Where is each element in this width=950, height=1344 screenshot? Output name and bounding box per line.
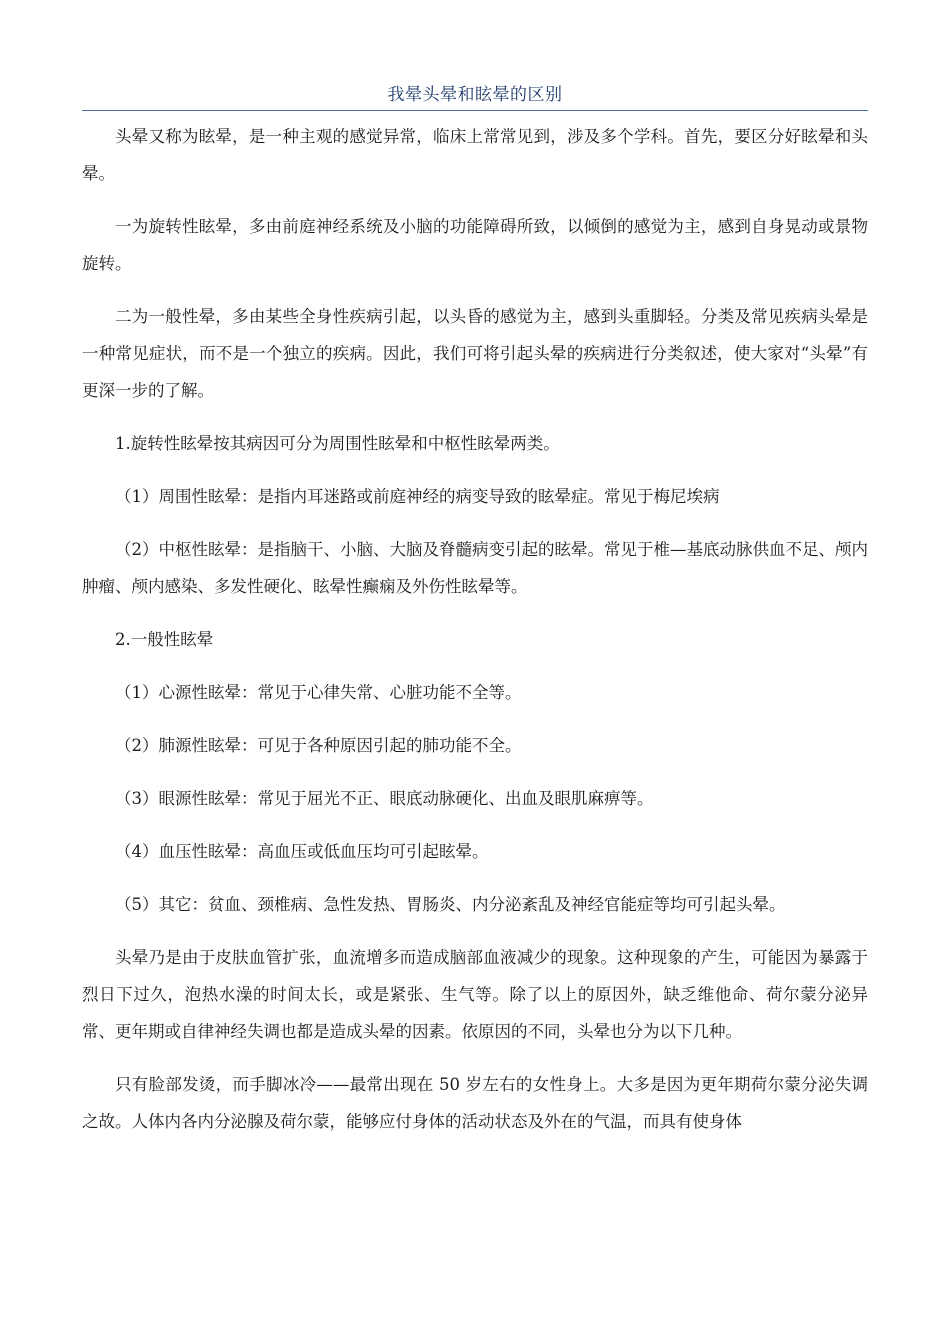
list-item-central: （2）中枢性眩晕：是指脑干、小脑、大脑及脊髓病变引起的眩晕。常见于椎—基底动脉供血不足、颅内肿瘤、颅内感染、多发性硬化、眩晕性癫痫及外伤性眩晕等。	[82, 540, 868, 596]
list-item-ocular: （3）眼源性眩晕：常见于屈光不正、眼底动脉硬化、出血及眼肌麻痹等。	[115, 789, 654, 808]
document-body	[82, 118, 868, 1156]
list-item-peripheral: （1）周围性眩晕：是指内耳迷路或前庭神经的病变导致的眩晕症。常见于梅尼埃病	[115, 487, 720, 506]
page-header	[82, 82, 868, 111]
paragraph-hot-face: 只有脸部发烫，而手脚冰冷——最常出现在 50 岁左右的女性身上。大多是因为更年期荷尔蒙分泌失调之故。人体内各内分泌腺及荷尔蒙，能够应付身体的活动状态及外在的气温，而具有使身体	[82, 1075, 868, 1131]
section-heading-general: 2.一般性眩晕	[115, 630, 214, 649]
page-title: 我晕头晕和眩晕的区别	[387, 85, 563, 105]
paragraph-causes: 头晕乃是由于皮肤血管扩张，血流增多而造成脑部血液减少的现象。这种现象的产生，可能因为暴露于烈日下过久，泡热水澡的时间太长，或是紧张、生气等。除了以上的原因外，缺乏维他命、荷尔蒙分泌异常、更年期或自律神经失调也都是造成头晕的因素。依原因的不同，头晕也分为以下几种。	[82, 948, 868, 1041]
list-item-blood-pressure: （4）血压性眩晕：高血压或低血压均可引起眩晕。	[115, 842, 489, 861]
list-item-cardiac: （1）心源性眩晕：常见于心律失常、心脏功能不全等。	[115, 683, 522, 702]
section-heading-rotational: 1.旋转性眩晕按其病因可分为周围性眩晕和中枢性眩晕两类。	[115, 434, 560, 453]
paragraph-rotational-vertigo: 一为旋转性眩晕，多由前庭神经系统及小脑的功能障碍所致，以倾倒的感觉为主，感到自身晃动或景物旋转。	[82, 217, 868, 273]
paragraph-intro: 头晕又称为眩晕，是一种主观的感觉异常，临床上常常见到，涉及多个学科。首先，要区分好眩晕和头晕。	[82, 127, 868, 183]
paragraph-general-dizziness: 二为一般性晕，多由某些全身性疾病引起，以头昏的感觉为主，感到头重脚轻。分类及常见疾病头晕是一种常见症状，而不是一个独立的疾病。因此，我们可将引起头晕的疾病进行分类叙述，使大家对“头晕”有更深一步的了解。	[82, 307, 868, 400]
list-item-other: （5）其它：贫血、颈椎病、急性发热、胃肠炎、内分泌紊乱及神经官能症等均可引起头晕。	[115, 895, 786, 914]
list-item-pulmonary: （2）肺源性眩晕：可见于各种原因引起的肺功能不全。	[115, 736, 522, 755]
